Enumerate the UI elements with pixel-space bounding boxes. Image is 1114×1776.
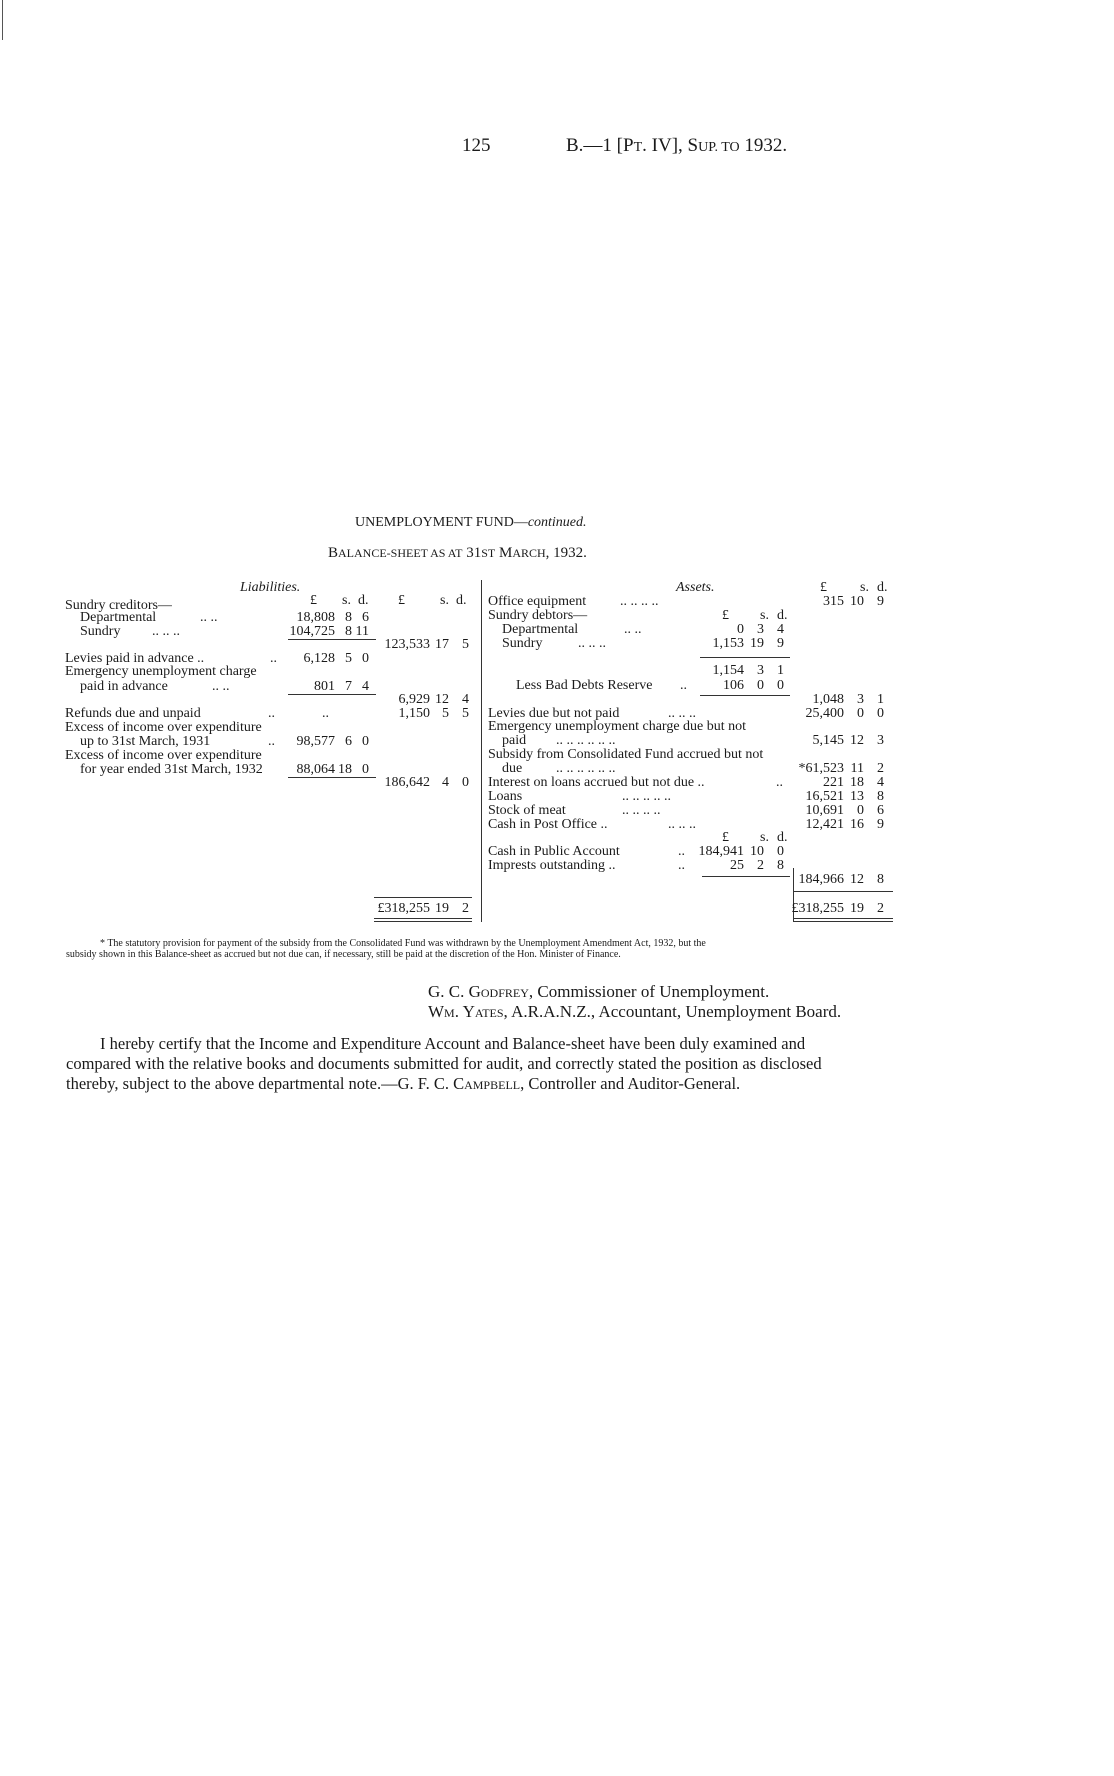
liab-emergency-shillings: 7 xyxy=(345,679,352,694)
liab-excess1932-label: for year ended 31st March, 1932 xyxy=(80,762,263,777)
asset-interest-pounds: 221 xyxy=(823,775,844,790)
asset-debtors-net-pence: 1 xyxy=(877,692,884,707)
asset-loans-shillings: 13 xyxy=(850,789,864,804)
liab-excess1931-line1: Excess of income over expenditure xyxy=(65,720,262,735)
asset-cash-public-label: Cash in Public Account xyxy=(488,844,620,859)
liab-levies-pence: 0 xyxy=(362,651,369,666)
asset-imprests-label: Imprests outstanding .. xyxy=(488,858,616,873)
asset-sub2-col-pence: d. xyxy=(777,830,788,845)
liab-grand-total-shillings: 19 xyxy=(435,901,449,916)
asset-office-pence: 9 xyxy=(877,594,884,609)
liab-creditors-rule xyxy=(288,639,376,640)
asset-subsidy-shillings: 11 xyxy=(850,761,864,776)
asset-stock-label: Stock of meat xyxy=(488,803,566,818)
asset-stock-pounds: 10,691 xyxy=(805,803,844,818)
liab-col2-shilling: s. xyxy=(440,593,449,608)
liab-creditors-total-pence: 5 xyxy=(462,637,469,652)
footnote-line1: * The statutory provision for payment of the subsidy from the Consolidated Fund was withdrawn by the Unemployment Amendment Act, 1932, but the xyxy=(100,938,706,949)
asset-office-pounds: 315 xyxy=(823,594,844,609)
page-number: 125 xyxy=(462,135,491,156)
liab-grand-total-rule-bottom-2 xyxy=(374,921,472,922)
signature-accountant: Wm. Yates, A.R.A.N.Z., Accountant, Unemployment Board. xyxy=(428,1002,842,1021)
certificate-line3: thereby, subject to the above departmental note.—G. F. C. Campbell, Controller and Auditor-General. xyxy=(66,1074,741,1093)
liab-emergency-line1: Emergency unemployment charge xyxy=(65,664,257,679)
asset-imprests-pounds: 25 xyxy=(730,858,744,873)
liab-grand-total-pence: 2 xyxy=(462,901,469,916)
liab-emergency-label: paid in advance xyxy=(80,679,168,694)
liab-refunds-dots: .. xyxy=(268,706,275,721)
asset-departmental-pounds: 0 xyxy=(737,622,744,637)
asset-emergency-pence: 3 xyxy=(877,733,884,748)
liab-excess-rule xyxy=(288,777,376,778)
asset-levies-due-label: Levies due but not paid xyxy=(488,706,620,721)
fund-title: UNEMPLOYMENT FUND—continued. xyxy=(355,515,587,530)
asset-levies-due-pence: 0 xyxy=(877,706,884,721)
asset-sundry-pence: 9 xyxy=(777,636,784,651)
signature-commissioner: G. C. Godfrey, Commissioner of Unemployment. xyxy=(428,982,770,1001)
asset-reserve-rule xyxy=(700,695,790,696)
asset-debtors-sub-pounds: 1,154 xyxy=(712,663,744,678)
liab-refunds-label: Refunds due and unpaid xyxy=(65,706,201,721)
liab-excess1932-line1: Excess of income over expenditure xyxy=(65,748,262,763)
asset-debtors-net-shillings: 3 xyxy=(857,692,864,707)
asset-sub-col-pence: d. xyxy=(777,608,788,623)
liab-excess1931-pounds: 98,577 xyxy=(296,734,335,749)
liabilities-heading: Liabilities. xyxy=(240,580,301,595)
balance-sheet-divider xyxy=(481,580,482,922)
assets-col-shilling: s. xyxy=(860,580,869,595)
liab-refunds-pence: 5 xyxy=(462,706,469,721)
liab-advance-total-shillings: 12 xyxy=(435,692,449,707)
asset-sundry-label: Sundry xyxy=(502,636,543,651)
assets-col-pound: £ xyxy=(820,580,827,595)
liab-excess1932-pence: 0 xyxy=(362,762,369,777)
liab-departmental-pence: 6 xyxy=(362,610,369,625)
liab-levies-shillings: 5 xyxy=(345,651,352,666)
liab-grand-total-rule-bottom-1 xyxy=(374,918,472,919)
asset-grand-total-pence: 2 xyxy=(877,901,884,916)
liab-levies-pounds: 6,128 xyxy=(303,651,335,666)
liab-advance-total-pence: 4 xyxy=(462,692,469,707)
asset-cash-post-dots: .. .. .. xyxy=(668,817,696,832)
liab-excess1931-shillings: 6 xyxy=(345,734,352,749)
asset-interest-pence: 4 xyxy=(877,775,884,790)
asset-office-shillings: 10 xyxy=(850,594,864,609)
assets-heading: Assets. xyxy=(676,580,715,595)
asset-levies-due-shillings: 0 xyxy=(857,706,864,721)
certificate-line2: compared with the relative books and documents submitted for audit, and correctly stated the position as disclosed xyxy=(66,1054,822,1073)
asset-loans-pounds: 16,521 xyxy=(805,789,844,804)
liab-emergency-pence: 4 xyxy=(362,679,369,694)
asset-grand-total-rule-bottom-2 xyxy=(793,921,893,922)
asset-interest-shillings: 18 xyxy=(850,775,864,790)
asset-emergency-dots: .. .. .. .. .. .. xyxy=(556,733,616,748)
asset-subsidy-pence: 2 xyxy=(877,761,884,776)
asset-sub2-col-pound: £ xyxy=(722,830,729,845)
asset-sundry-dots: .. .. .. xyxy=(578,636,606,651)
liab-refunds-mid-dots: .. xyxy=(322,706,329,721)
liab-levies-label: Levies paid in advance .. xyxy=(65,651,205,666)
asset-less-reserve-pence: 0 xyxy=(777,678,784,693)
liab-excess-total-pounds: 186,642 xyxy=(384,775,430,790)
asset-cash-post-pounds: 12,421 xyxy=(805,817,844,832)
asset-sundry-shillings: 19 xyxy=(750,636,764,651)
liab-emergency-dots: .. .. xyxy=(212,679,230,694)
asset-loans-dots: .. .. .. .. .. xyxy=(622,789,671,804)
asset-cash-rule xyxy=(702,876,790,877)
liab-grand-total-pounds: £318,255 xyxy=(377,901,430,916)
liab-col2-pence: d. xyxy=(456,593,467,608)
asset-cash-public-pounds: 184,941 xyxy=(698,844,744,859)
asset-grand-total-shillings: 19 xyxy=(850,901,864,916)
liab-excess1931-dots: .. xyxy=(268,734,275,749)
liab-creditors-total-shillings: 17 xyxy=(435,637,449,652)
liab-departmental-pounds: 18,808 xyxy=(296,610,335,625)
asset-cash-total-shillings: 12 xyxy=(850,872,864,887)
liab-sundry-label: Sundry xyxy=(80,624,121,639)
asset-sub-col-shilling: s. xyxy=(760,608,769,623)
liab-advance-rule xyxy=(288,694,376,695)
page-reference: B.—1 [PT. IV], SUP. TO 1932. xyxy=(566,135,788,156)
liab-levies-dots: .. xyxy=(270,651,277,666)
asset-stock-dots: .. .. .. .. xyxy=(622,803,661,818)
liab-col1-shilling: s. xyxy=(342,593,351,608)
liab-sundry-creditors: Sundry creditors— xyxy=(65,598,172,613)
liab-col2-pound: £ xyxy=(398,593,405,608)
liab-departmental-label: Departmental xyxy=(80,610,157,625)
asset-sundry-debtors: Sundry debtors— xyxy=(488,608,588,623)
liab-col1-pound: £ xyxy=(310,593,317,608)
liab-creditors-total-pounds: 123,533 xyxy=(384,637,430,652)
asset-cash-post-shillings: 16 xyxy=(850,817,864,832)
asset-interest-label: Interest on loans accrued but not due .. xyxy=(488,775,705,790)
liab-refunds-shillings: 5 xyxy=(442,706,449,721)
balance-sheet-title: BALANCE-SHEET AS AT 31ST MARCH, 1932. xyxy=(328,545,587,561)
asset-sundry-pounds: 1,153 xyxy=(712,636,744,651)
asset-cash-public-shillings: 10 xyxy=(750,844,764,859)
asset-less-reserve-dots: .. xyxy=(680,678,687,693)
asset-departmental-shillings: 3 xyxy=(757,622,764,637)
asset-office-dots: .. .. .. .. xyxy=(620,594,659,609)
asset-emergency-shillings: 12 xyxy=(850,733,864,748)
asset-departmental-pence: 4 xyxy=(777,622,784,637)
asset-subsidy-line1: Subsidy from Consolidated Fund accrued but not xyxy=(488,747,764,762)
liab-sundry-shillings: 8 xyxy=(345,624,352,639)
asset-office-label: Office equipment xyxy=(488,594,587,609)
liab-excess-total-shillings: 4 xyxy=(442,775,449,790)
asset-subsidy-label: due xyxy=(502,761,523,776)
asset-cash-post-label: Cash in Post Office .. xyxy=(488,817,608,832)
asset-departmental-label: Departmental xyxy=(502,622,579,637)
liab-excess-total-pence: 0 xyxy=(462,775,469,790)
liab-excess1931-pence: 0 xyxy=(362,734,369,749)
asset-debtors-sub-pence: 1 xyxy=(777,663,784,678)
asset-levies-due-pounds: 25,400 xyxy=(805,706,844,721)
asset-loans-label: Loans xyxy=(488,789,523,804)
asset-interest-dots: .. xyxy=(776,775,783,790)
asset-departmental-dots: .. .. xyxy=(624,622,642,637)
asset-levies-due-dots: .. .. .. xyxy=(668,706,696,721)
footnote-line2: subsidy shown in this Balance-sheet as accrued but not due can, if necessary, still be paid at the discretion of the Hon. Minister of Finance. xyxy=(66,949,621,960)
asset-grand-total-rule-bottom-1 xyxy=(793,918,893,919)
asset-emergency-pounds: 5,145 xyxy=(812,733,844,748)
asset-cash-public-dots: .. xyxy=(678,844,685,859)
asset-stock-shillings: 0 xyxy=(857,803,864,818)
asset-stock-pence: 6 xyxy=(877,803,884,818)
asset-sub2-col-shilling: s. xyxy=(760,830,769,845)
asset-cash-public-pence: 0 xyxy=(777,844,784,859)
asset-cash-post-pence: 9 xyxy=(877,817,884,832)
asset-grand-total-pounds: £318,255 xyxy=(791,901,844,916)
certificate-line1: I hereby certify that the Income and Expenditure Account and Balance-sheet have been duly examined and xyxy=(100,1034,806,1053)
liab-sundry-pence: 11 xyxy=(355,624,369,639)
liab-sundry-pounds: 104,725 xyxy=(289,624,335,639)
asset-loans-pence: 8 xyxy=(877,789,884,804)
asset-emergency-label: paid xyxy=(502,733,527,748)
asset-imprests-shillings: 2 xyxy=(757,858,764,873)
asset-less-reserve-pounds: 106 xyxy=(723,678,744,693)
asset-less-reserve-label: Less Bad Debts Reserve xyxy=(516,678,653,693)
asset-debtors-sub-shillings: 3 xyxy=(757,663,764,678)
asset-debtors-rule xyxy=(700,657,790,658)
asset-sub-col-pound: £ xyxy=(722,608,729,623)
liab-excess1932-shillings: 18 xyxy=(338,762,352,777)
liab-excess1932-pounds: 88,064 xyxy=(296,762,335,777)
asset-emergency-line1: Emergency unemployment charge due but not xyxy=(488,719,747,734)
asset-grand-total-rule-top xyxy=(793,891,893,892)
asset-debtors-net-pounds: 1,048 xyxy=(812,692,844,707)
scan-edge-mark xyxy=(2,0,3,40)
liab-refunds-pounds: 1,150 xyxy=(398,706,430,721)
liab-advance-total-pounds: 6,929 xyxy=(398,692,430,707)
asset-cash-total-pence: 8 xyxy=(877,872,884,887)
liab-departmental-dots: .. .. xyxy=(200,610,218,625)
asset-imprests-pence: 8 xyxy=(777,858,784,873)
liab-departmental-shillings: 8 xyxy=(345,610,352,625)
liab-sundry-dots: .. .. .. xyxy=(152,624,180,639)
liab-grand-total-rule-top xyxy=(374,897,472,898)
asset-imprests-dots: .. xyxy=(678,858,685,873)
asset-cash-total-pounds: 184,966 xyxy=(798,872,844,887)
asset-subsidy-dots: .. .. .. .. .. .. xyxy=(556,761,616,776)
asset-less-reserve-shillings: 0 xyxy=(757,678,764,693)
asset-subsidy-pounds: *61,523 xyxy=(798,761,844,776)
liab-excess1931-label: up to 31st March, 1931 xyxy=(80,734,211,749)
liab-emergency-pounds: 801 xyxy=(314,679,335,694)
liab-col1-pence: d. xyxy=(358,593,369,608)
assets-col-pence: d. xyxy=(877,580,888,595)
